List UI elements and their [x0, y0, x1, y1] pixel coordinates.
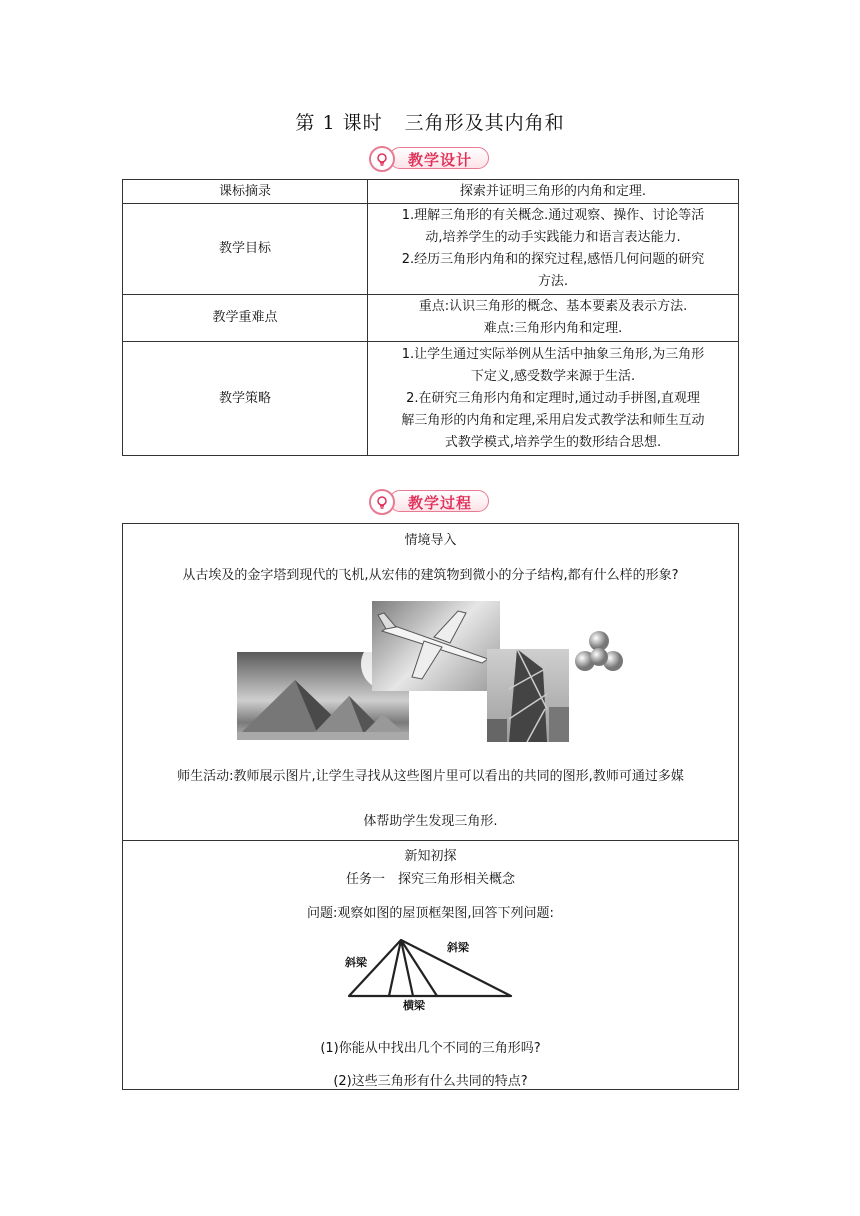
lesson-title	[0, 108, 860, 135]
row-line: 下定义,感受数学来源于生活.	[470, 368, 636, 384]
row-content	[368, 204, 739, 295]
table-row	[123, 295, 739, 342]
lesson-plan-table	[122, 179, 739, 456]
task-title: 任务一 探究三角形相关概念	[345, 872, 515, 887]
banner-label: 教学过程	[408, 494, 473, 512]
row-content	[368, 342, 739, 456]
row-line: 难点:三角形内角和定理.	[483, 321, 623, 336]
scenario-intro-section	[122, 523, 739, 841]
table-header-value: 探索并证明三角形的内角和定理.	[368, 180, 739, 204]
bulb-icon	[369, 489, 395, 515]
airplane-image	[372, 601, 500, 691]
table-header-label: 课标摘录	[123, 180, 368, 204]
intro-question: 从古埃及的金字塔到现代的飞机,从宏伟的建筑物到微小的分子结构,都有什么样的形象?	[182, 568, 679, 583]
bulb-icon	[369, 146, 395, 172]
right-beam-label: 斜梁	[447, 941, 469, 954]
row-line: 式教学模式,培养学生的数形结合思想.	[444, 434, 662, 450]
row-line: 1.理解三角形的有关概念.通过观察、操作、讨论等活	[401, 208, 705, 223]
question-1: (1)你能从中找出几个不同的三角形吗?	[320, 1041, 541, 1056]
row-line: 方法.	[537, 274, 569, 289]
molecule-image	[573, 629, 625, 675]
row-line: 重点:认识三角形的概念、基本要素及表示方法.	[418, 299, 688, 314]
table-row	[123, 204, 739, 295]
lesson-number: 第 1 课时	[295, 112, 383, 134]
row-line: 2.在研究三角形内角和定理时,通过动手拼图,直观理	[406, 390, 700, 406]
teacher-activity-line: 体帮助学生发现三角形.	[363, 814, 498, 829]
section-heading: 新知初探	[404, 849, 457, 864]
teaching-design-banner	[367, 145, 491, 173]
row-label: 教学目标	[123, 204, 368, 295]
row-content	[368, 295, 739, 342]
row-line: 动,培养学生的动手实践能力和语言表达能力.	[425, 230, 681, 245]
row-line: 2.经历三角形内角和的探究过程,感悟几何问题的研究	[401, 252, 705, 267]
question-2: (2)这些三角形有什么共同的特点?	[333, 1074, 528, 1089]
left-beam-label: 斜梁	[345, 956, 367, 969]
row-line: 1.让学生通过实际举例从生活中抽象三角形,为三角形	[401, 346, 705, 362]
row-label: 教学重难点	[123, 295, 368, 342]
lesson-topic: 三角形及其内角和	[404, 112, 565, 134]
tower-image	[487, 649, 569, 742]
new-knowledge-section	[122, 839, 739, 1090]
row-line: 解三角形的内角和定理,采用启发式教学法和师生互动	[401, 412, 705, 428]
table-row	[123, 342, 739, 456]
problem-statement: 问题:观察如图的屋顶框架图,回答下列问题:	[307, 906, 554, 921]
bottom-beam-label: 横梁	[403, 999, 425, 1012]
teacher-activity-line: 师生活动:教师展示图片,让学生寻找从这些图片里可以看出的共同的图形,教师可通过多媒	[177, 769, 684, 784]
row-label: 教学策略	[123, 342, 368, 456]
banner-label: 教学设计	[408, 151, 473, 169]
roof-truss-diagram	[337, 934, 537, 1016]
section-heading: 情境导入	[404, 533, 457, 548]
teaching-process-banner	[367, 488, 491, 516]
